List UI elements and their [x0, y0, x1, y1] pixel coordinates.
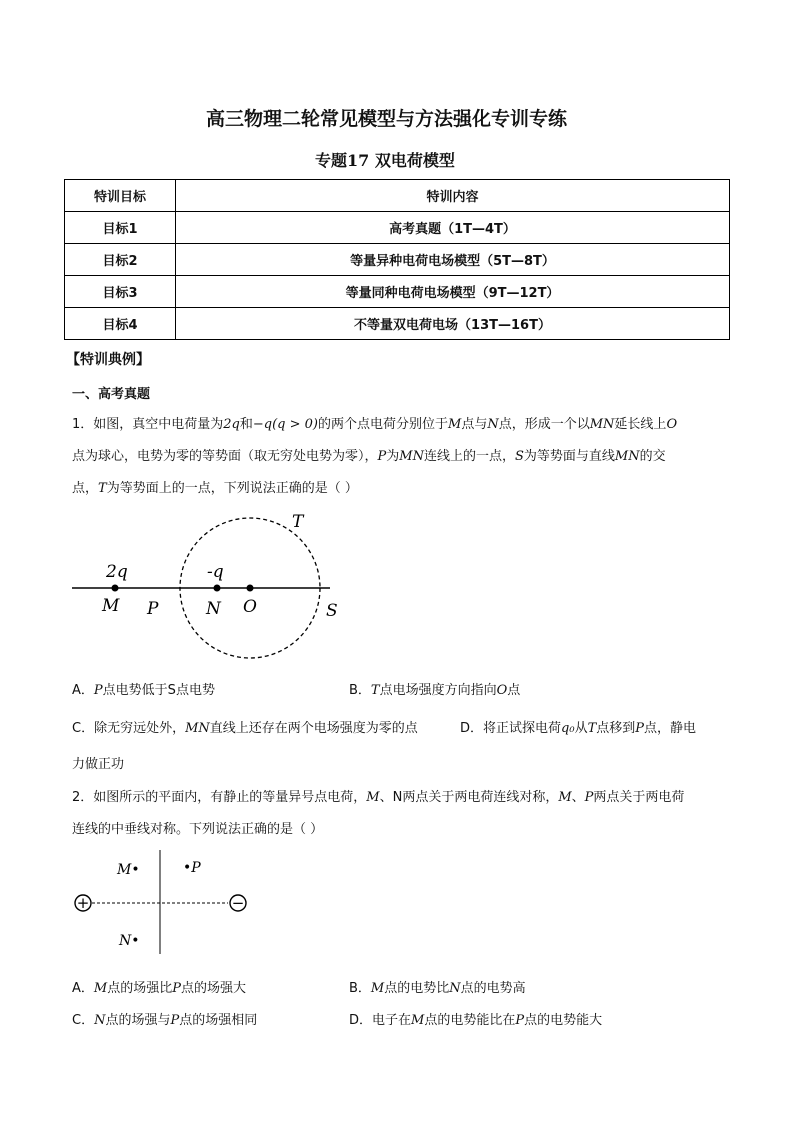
- text: 点与: [461, 417, 488, 432]
- q1-option-d-continued: 力做正功: [72, 757, 125, 772]
- text: 点，静电: [644, 721, 697, 736]
- table-row: [65, 276, 730, 308]
- label-m: M•: [117, 862, 140, 878]
- text: 的交: [639, 449, 666, 464]
- q1-option-b[interactable]: [349, 679, 520, 698]
- math: MN: [185, 721, 210, 736]
- q2-option-b[interactable]: [349, 977, 526, 996]
- table-header-row: [65, 180, 730, 212]
- text: C．除无穷远处外，: [72, 721, 186, 736]
- math: P: [584, 790, 594, 805]
- math: M: [93, 981, 108, 996]
- q1-line-3: [72, 477, 358, 496]
- label-negq: -q: [207, 562, 224, 582]
- q2-option-d[interactable]: [349, 1009, 602, 1028]
- text: B．: [349, 981, 371, 996]
- text: 为等势面与直线: [523, 449, 615, 464]
- table-header-cell: 特训目标: [65, 180, 176, 212]
- math: −q(q > 0): [252, 417, 318, 432]
- text: 点的电势比: [384, 981, 450, 996]
- label-p: •P: [183, 860, 201, 876]
- math: MN: [614, 449, 640, 464]
- minus-sign: −: [231, 894, 245, 912]
- document-subtitle: 专题17 双电荷模型: [315, 151, 455, 170]
- table-header-cell: 特训内容: [176, 180, 730, 212]
- math: M: [411, 1013, 425, 1028]
- label-p: P: [147, 599, 159, 619]
- math: S: [514, 449, 524, 464]
- q1-line-1: [72, 413, 677, 432]
- math: O: [666, 417, 678, 432]
- text: 点的场强比: [107, 981, 173, 996]
- text: 点: [507, 683, 521, 698]
- goals-table: [64, 179, 730, 340]
- math: q₀: [561, 721, 575, 736]
- text: 点的场强大: [180, 981, 246, 996]
- text: D．电子在: [349, 1013, 412, 1028]
- label-s: S: [326, 601, 338, 621]
- table-row: [65, 244, 730, 276]
- text: 点的电势高: [460, 981, 526, 996]
- q1-option-d[interactable]: [460, 717, 696, 736]
- text: 、: [571, 790, 585, 805]
- text: 点为球心，电势为零的等势面（取无穷处电势为零），: [72, 449, 378, 464]
- table-cell: 目标2: [65, 244, 176, 276]
- section-label: 【特训典例】: [66, 352, 150, 368]
- math: M: [558, 790, 572, 805]
- text: 点的场强与: [105, 1013, 171, 1028]
- table-cell: 等量同种电荷电场模型（9T—12T）: [176, 276, 730, 308]
- text: 点，: [72, 481, 99, 496]
- math: M: [448, 417, 462, 432]
- math: T: [98, 481, 107, 496]
- document-title: 高三物理二轮常见模型与方法强化专训专练: [206, 108, 568, 130]
- text: 、N两点关于两电荷连线对称，: [379, 790, 559, 805]
- center-o-dot: [247, 585, 254, 592]
- text: A．: [72, 683, 94, 698]
- text: 为等势面上的一点，下列说法正确的是（ ）: [106, 481, 358, 496]
- table-cell: 高考真题（1T—4T）: [176, 212, 730, 244]
- table-cell: 等量异种电荷电场模型（5T—8T）: [176, 244, 730, 276]
- text: 点电势: [175, 683, 215, 698]
- charge-n-dot: [214, 585, 221, 592]
- text: 点的电势能大: [524, 1013, 603, 1028]
- text: 点，形成一个以: [498, 417, 590, 432]
- charge-m-dot: [112, 585, 119, 592]
- text: 从: [574, 721, 588, 736]
- section-heading: 一、高考真题: [72, 387, 151, 402]
- table-cell: 目标1: [65, 212, 176, 244]
- text: 点移到: [596, 721, 636, 736]
- text: 1．如图，真空中电荷量为: [72, 417, 224, 432]
- label-t: T: [292, 512, 304, 532]
- q1-figure: [60, 505, 360, 670]
- table-cell: 目标3: [65, 276, 176, 308]
- math: P: [515, 1013, 525, 1028]
- plus-sign: +: [76, 894, 90, 912]
- q2-option-a[interactable]: [72, 977, 246, 996]
- math: N: [94, 1013, 106, 1028]
- math: P: [170, 1013, 180, 1028]
- text: 和: [239, 417, 253, 432]
- math: T: [587, 721, 597, 736]
- table-row: [65, 308, 730, 340]
- label-m: M: [102, 596, 120, 616]
- text: 延长线上: [614, 417, 667, 432]
- text: 的两个点电荷分别位于: [318, 417, 449, 432]
- q2-line-2: 连线的中垂线对称。下列说法正确的是（ ）: [72, 822, 324, 837]
- q2-option-c[interactable]: [72, 1009, 257, 1028]
- math: P: [172, 981, 181, 996]
- math: P: [635, 721, 645, 736]
- text: 直线上还存在两个电场强度为零的点: [209, 721, 418, 736]
- math: MN: [399, 449, 424, 464]
- text: S: [167, 683, 176, 698]
- math: N: [487, 417, 499, 432]
- text: 为: [386, 449, 400, 464]
- math: N: [449, 981, 461, 996]
- table-cell: 不等量双电荷电场（13T—16T）: [176, 308, 730, 340]
- math: P: [93, 683, 103, 698]
- text: D．将正试探电荷: [460, 721, 562, 736]
- label-2q: 2q: [106, 562, 128, 582]
- math: M: [366, 790, 380, 805]
- table-cell: 目标4: [65, 308, 176, 340]
- label-o: O: [243, 597, 257, 617]
- text: 2．如图所示的平面内，有静止的等量异号点电荷，: [72, 790, 367, 805]
- q1-option-a[interactable]: [72, 679, 215, 698]
- text: 点的电势能比在: [424, 1013, 516, 1028]
- math: 2q: [223, 417, 240, 432]
- math: M: [370, 981, 385, 996]
- q2-figure: [70, 848, 260, 958]
- math: MN: [589, 417, 615, 432]
- table-row: [65, 212, 730, 244]
- text: 点电势低于: [102, 683, 168, 698]
- math: T: [370, 683, 380, 698]
- text: 点电场强度方向指向: [379, 683, 497, 698]
- text: C．: [72, 1013, 95, 1028]
- math: O: [496, 683, 508, 698]
- q2-line-1: [72, 786, 684, 805]
- math: P: [377, 449, 387, 464]
- q1-option-c[interactable]: [72, 717, 418, 736]
- text: A．: [72, 981, 94, 996]
- text: 两点关于两电荷: [593, 790, 685, 805]
- q1-line-2: [72, 445, 666, 464]
- label-n: N: [206, 599, 221, 619]
- text: 点的场强相同: [179, 1013, 258, 1028]
- text: B．: [349, 683, 371, 698]
- text: 连线上的一点，: [423, 449, 515, 464]
- label-n: N•: [119, 933, 140, 949]
